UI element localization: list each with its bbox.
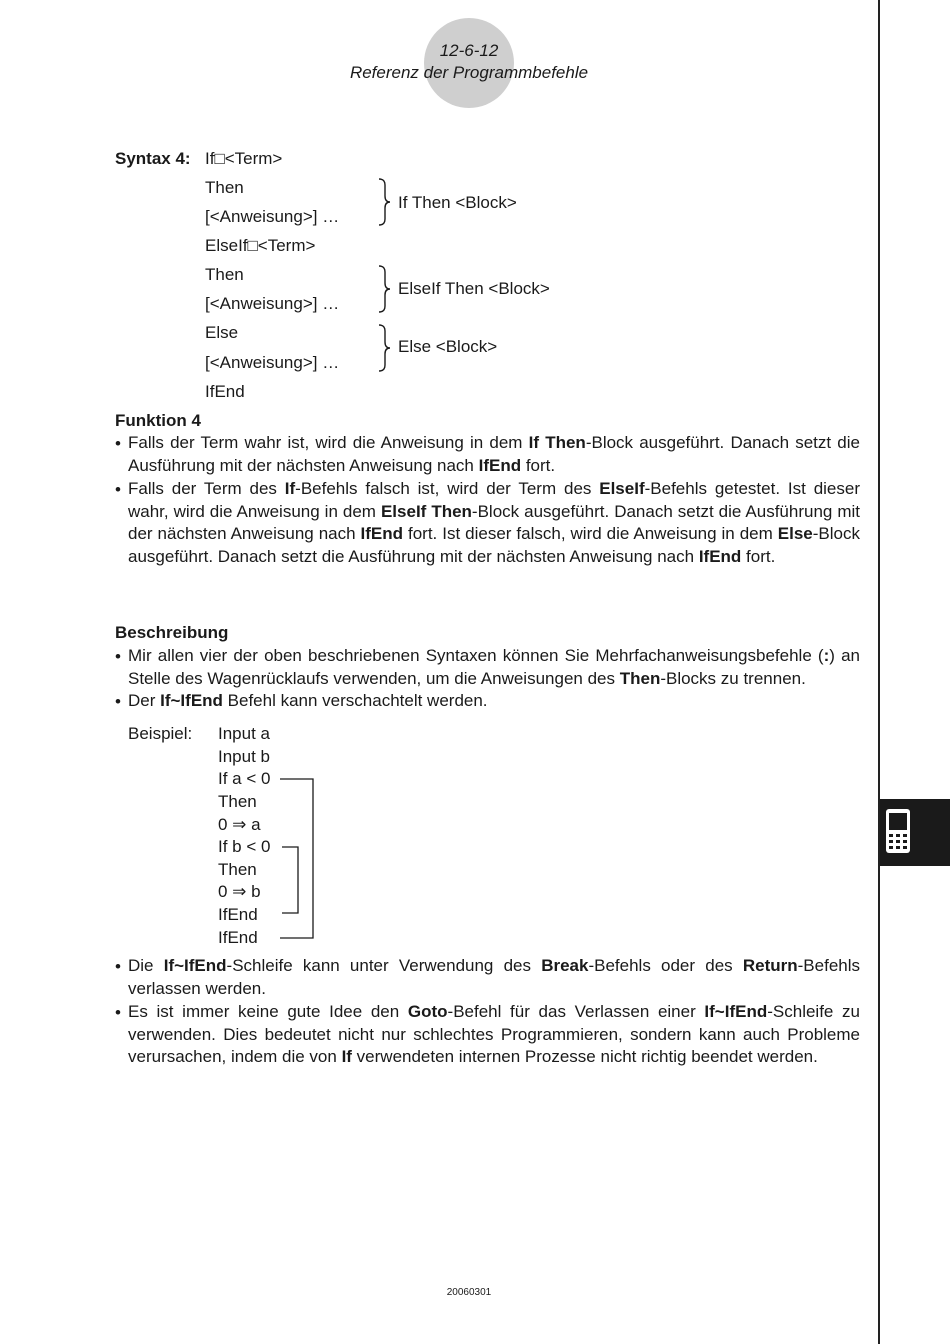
- example-line: Then: [218, 792, 257, 811]
- example-line: IfEnd: [218, 928, 258, 947]
- syntax-line: [<Anweisung>] …: [205, 294, 340, 313]
- bullet: •: [115, 692, 121, 711]
- brace-if-then: [376, 178, 392, 226]
- bullet: •: [115, 647, 121, 666]
- calculator-icon: [885, 808, 911, 854]
- example-label: Beispiel:: [128, 724, 193, 743]
- funktion-bullet-2: Falls der Term des If-Befehls falsch ist, wird der Term des ElseIf-Befehls getestet. Ist dieser wahr, wird die Anweisung in dem ElseIf Then-Block ausgeführt. Danach setzt die Ausführung mit der nächsten Anweisung nach IfEnd fort. Ist dieser falsch, wird die Anweisung in dem Else-Block ausgeführt. Danach setzt die Ausführung mit der nächsten Anweisung nach IfEnd fort.: [128, 479, 861, 567]
- syntax-line: ElseIf□<Term>: [205, 236, 316, 255]
- page-right-rule: [878, 0, 880, 1344]
- bullet: •: [115, 434, 121, 453]
- bullet: •: [115, 480, 121, 499]
- funktion-bullet-1: Falls der Term wahr ist, wird die Anweisung in dem If Then-Block ausgeführt. Danach setzt die Ausführung mit der nächsten Anweisung nach IfEnd fort.: [128, 433, 860, 475]
- syntax-line: Then: [205, 265, 244, 284]
- beschreibung-bullet-4: Es ist immer keine gute Idee den Goto-Befehl für das Verlassen einer If~IfEnd-Schleife zu verwenden. Dies bedeutet nicht nur schlechtes Programmieren, sondern kann auch Probleme verursachen, indem die von If verwendeten internen Prozesse nicht richtig beendet werden.: [128, 1002, 860, 1067]
- block-label: ElseIf Then <Block>: [398, 279, 550, 298]
- example-line: If a < 0: [218, 769, 271, 788]
- example-line: 0 ⇒ a: [218, 815, 261, 834]
- bullet: •: [115, 957, 121, 976]
- funktion-heading: Funktion 4: [115, 411, 201, 430]
- block-label: If Then <Block>: [398, 193, 517, 212]
- example-line: Input a: [218, 724, 270, 743]
- block-label: Else <Block>: [398, 337, 498, 356]
- syntax-line: Else: [205, 323, 239, 342]
- example-line: 0 ⇒ b: [218, 882, 261, 901]
- nesting-bracket-inner: [280, 846, 304, 918]
- bullet: •: [115, 1003, 121, 1022]
- example-line: IfEnd: [218, 905, 258, 924]
- chapter-title: Referenz der Programmbefehle: [349, 63, 589, 82]
- syntax-line: Then: [205, 178, 244, 197]
- beschreibung-bullet-3: Die If~IfEnd-Schleife kann unter Verwendung des Break-Befehls oder des Return-Befehls verlassen werden.: [128, 956, 861, 998]
- beschreibung-bullet-1: Mir allen vier der oben beschriebenen Syntaxen können Sie Mehrfachanweisungsbefehle (:) an Stelle des Wagenrücklaufs verwenden, um die Anweisungen des Then-Blocks zu trennen.: [128, 646, 860, 688]
- syntax-line: [<Anweisung>] …: [205, 353, 340, 372]
- syntax-label: Syntax 4:: [115, 149, 191, 168]
- example-line: Input b: [218, 747, 270, 766]
- beschreibung-heading: Beschreibung: [115, 623, 229, 642]
- page-number: 12-6-12: [439, 41, 499, 60]
- example-line: If b < 0: [218, 837, 271, 856]
- beschreibung-bullet-2: Der If~IfEnd Befehl kann verschachtelt werden.: [128, 691, 488, 710]
- syntax-line: IfEnd: [205, 382, 245, 401]
- footer-code: 20060301: [446, 1287, 492, 1298]
- syntax-line: [<Anweisung>] …: [205, 207, 340, 226]
- brace-elseif-then: [376, 265, 392, 313]
- example-line: Then: [218, 860, 257, 879]
- side-tab: [880, 799, 950, 866]
- brace-else: [376, 324, 392, 372]
- syntax-line: If□<Term>: [205, 149, 283, 168]
